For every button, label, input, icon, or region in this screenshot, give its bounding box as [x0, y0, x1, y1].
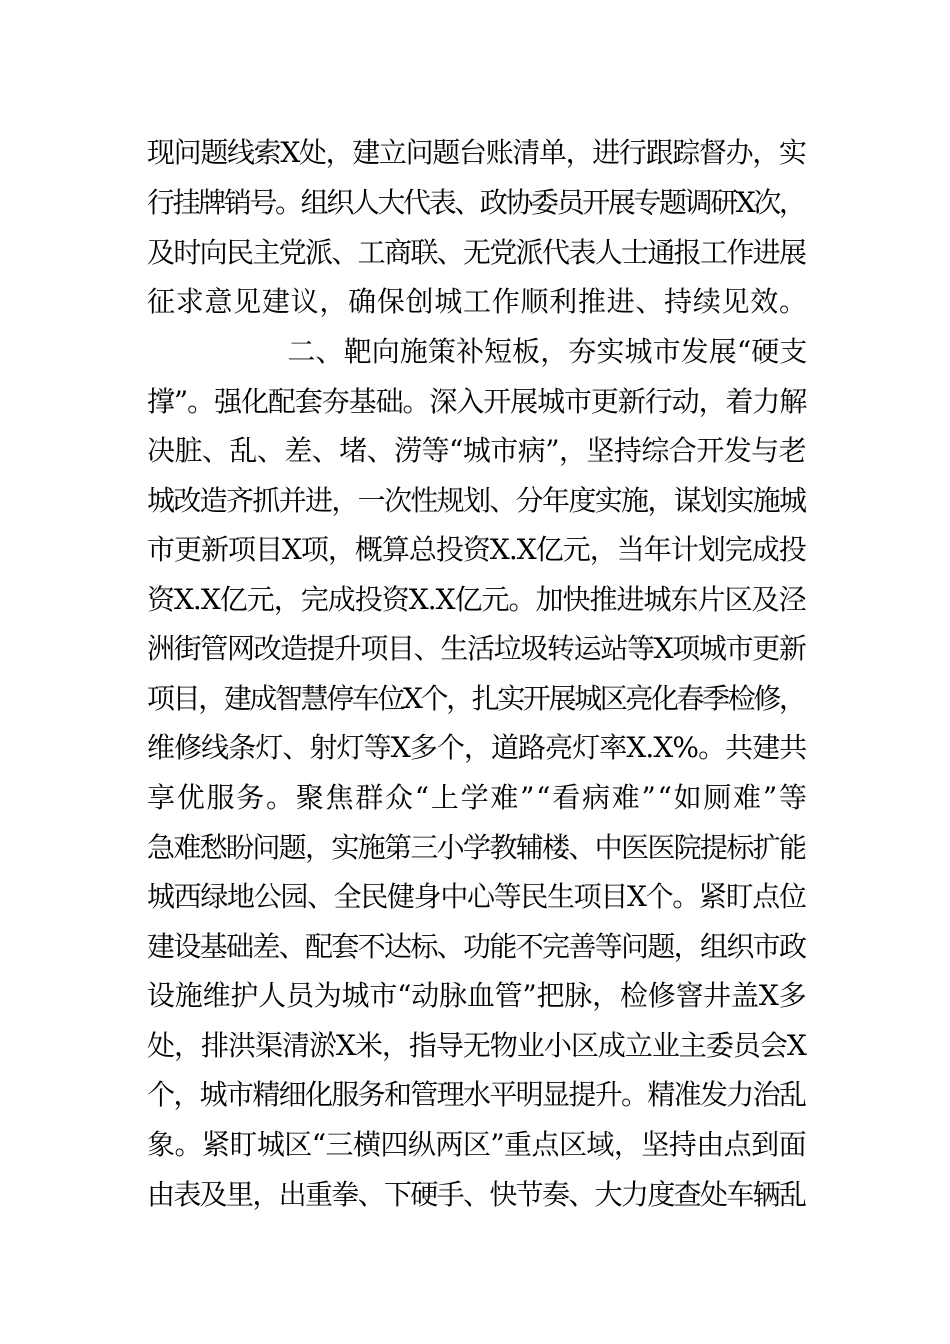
text-line: 行挂牌销号。组织人大代表、政协委员开展专题调研X次， — [147, 186, 805, 219]
text-line: 洲街管网改造提升项目、生活垃圾转运站等X项城市更新 — [147, 632, 806, 665]
text-line: 象。紧盯城区“三横四纵两区”重点区域，坚持由点到面 — [147, 1128, 807, 1161]
text-line: 决脏、乱、差、堵、涝等“城市病”，坚持综合开发与老 — [147, 434, 807, 467]
text-line: 城西绿地公园、全民健身中心等民生项目X个。紧盯点位 — [147, 880, 806, 913]
text-line: 现问题线索X处，建立问题台账清单，进行跟踪督办，实 — [147, 136, 806, 169]
text-line: 个，城市精细化服务和管理水平明显提升。精准发力治乱 — [147, 1078, 806, 1111]
text-line: 资X.X亿元，完成投资X.X亿元。加快推进城东片区及泾 — [147, 583, 806, 616]
text-line: 建设基础差、配套不达标、功能不完善等问题，组织市政 — [147, 930, 806, 963]
text-line: 撑”。强化配套夯基础。深入开展城市更新行动，着力解 — [147, 385, 807, 418]
section-heading-line: 二、靶向施策补短板，夯实城市发展“硬支 — [147, 335, 808, 368]
text-line: 享优服务。聚焦群众“上学难”“看病难”“如厕难”等 — [147, 781, 809, 814]
text-line: 项目，建成智慧停车位X个，扎实开展城区亮化春季检修， — [147, 682, 805, 715]
text-line: 及时向民主党派、工商联、无党派代表人士通报工作进展 — [147, 236, 806, 269]
text-line: 由表及里，出重拳、下硬手、快节奏、大力度查处车辆乱 — [147, 1178, 806, 1211]
text-line: 处，排洪渠清淤X米，指导无物业小区成立业主委员会X — [147, 1029, 806, 1062]
text-line: 市更新项目X项，概算总投资X.X亿元，当年计划完成投 — [147, 533, 806, 566]
text-line: 征求意见建议，确保创城工作顺利推进、持续见效。 — [147, 285, 808, 318]
text-line: 维修线条灯、射灯等X多个，道路亮灯率X.X%。共建共 — [147, 731, 807, 764]
text-line: 设施维护人员为城市“动脉血管”把脉，检修窨井盖X多 — [147, 979, 807, 1012]
text-line: 城改造齐抓并进，一次性规划、分年度实施，谋划实施城 — [147, 484, 806, 517]
text-line: 急难愁盼问题，实施第三小学教辅楼、中医医院提标扩能 — [147, 831, 806, 864]
